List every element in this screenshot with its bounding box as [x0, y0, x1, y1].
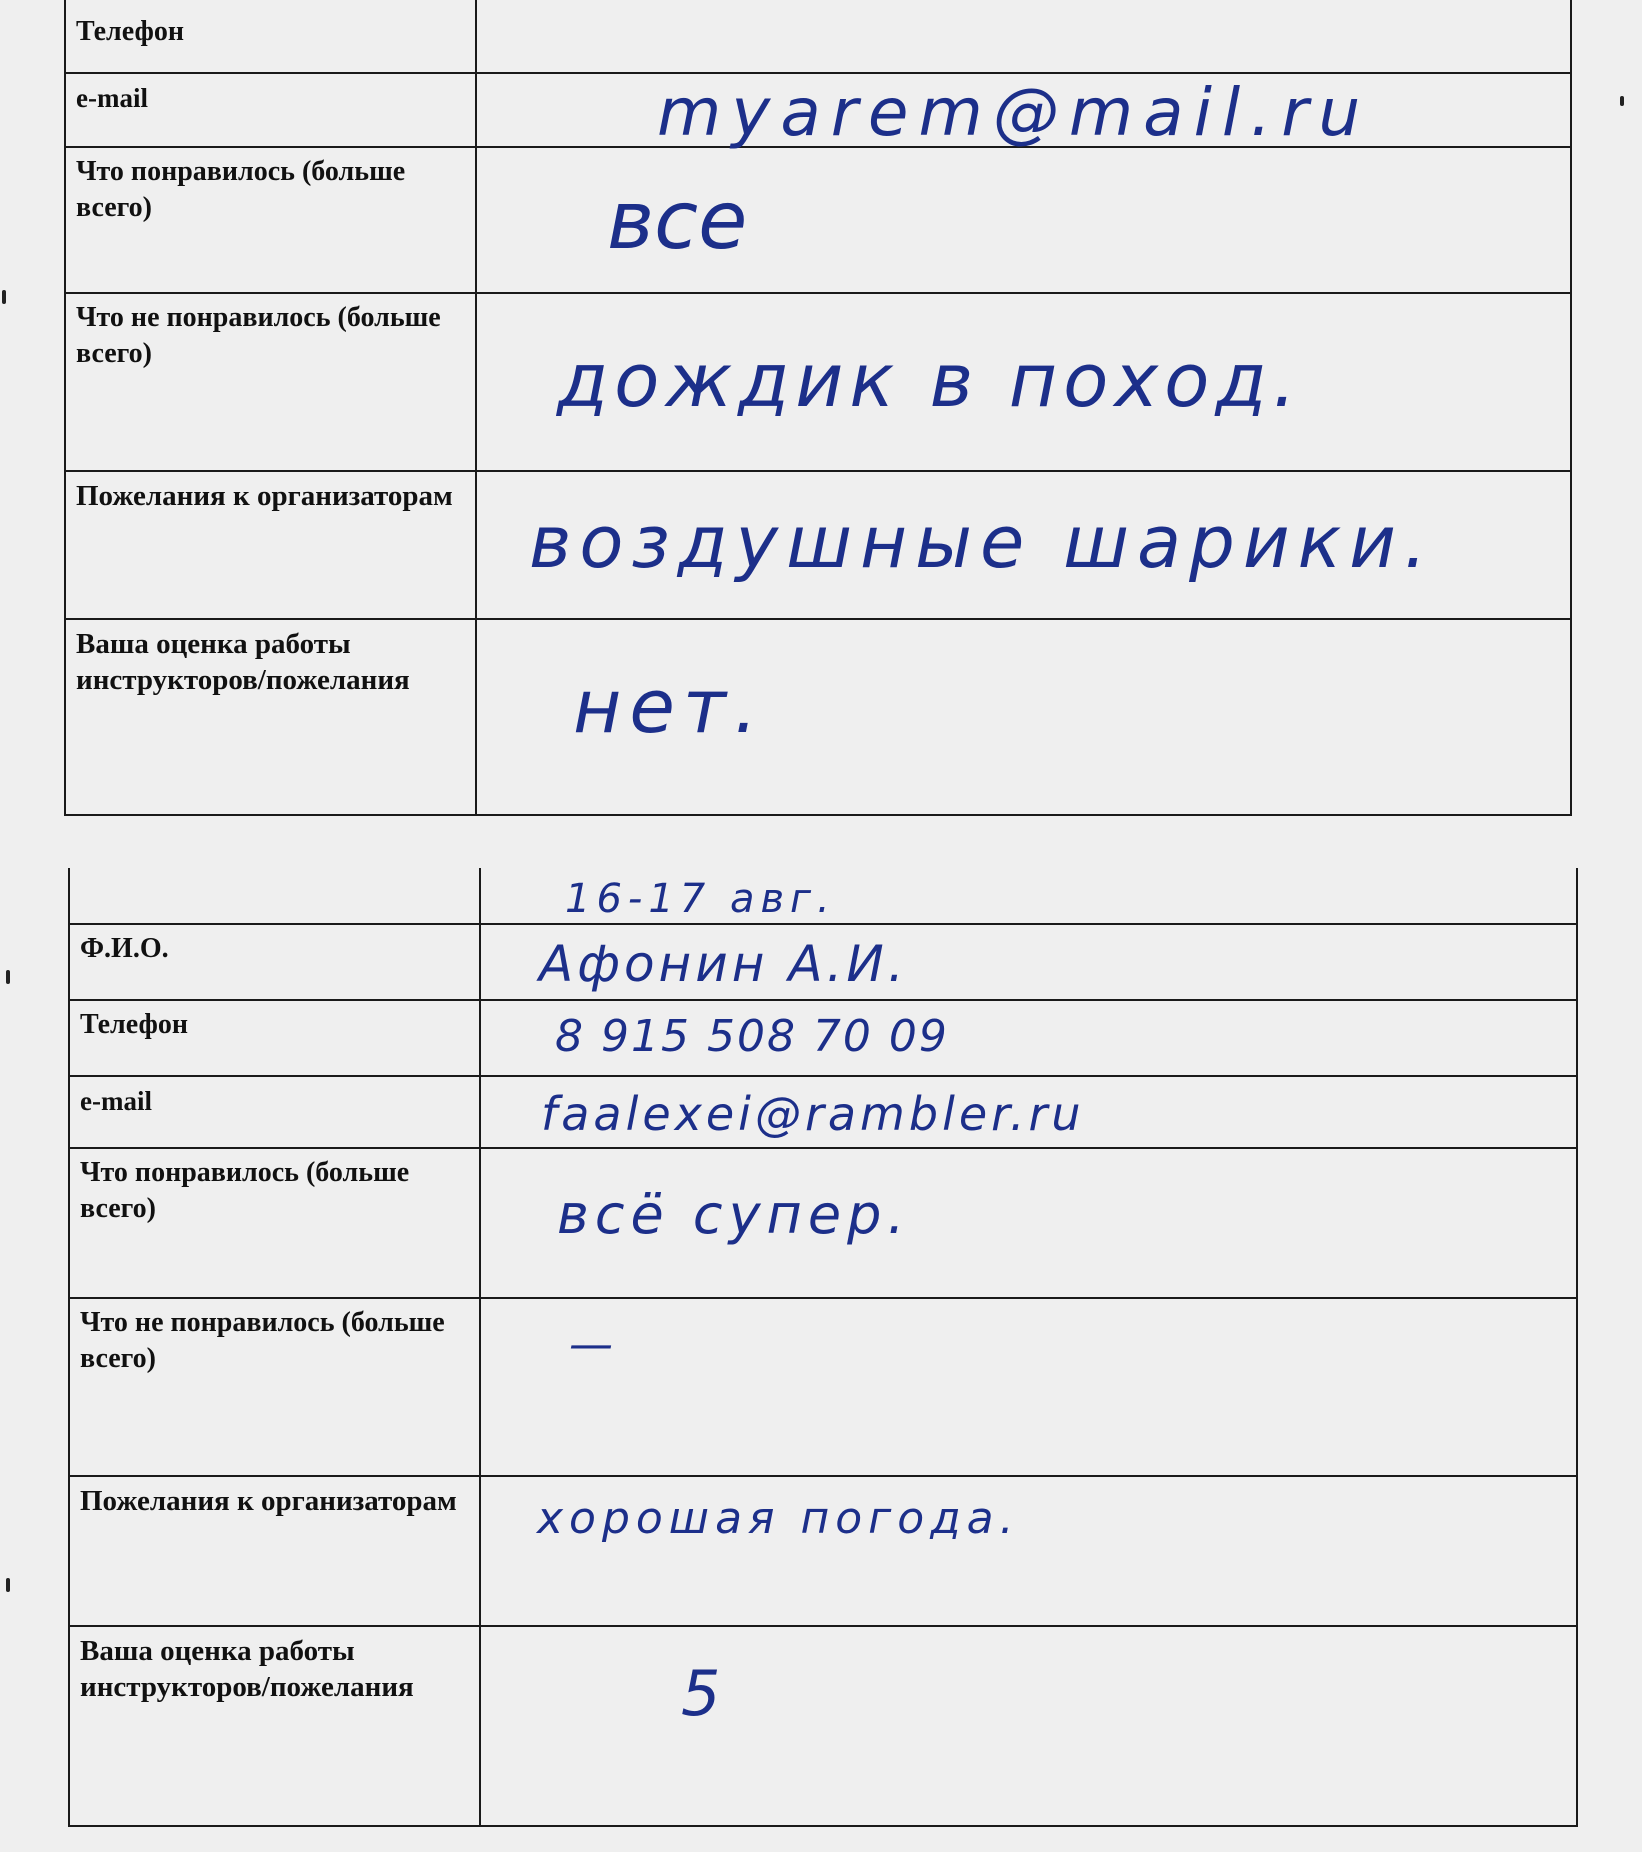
row-value: [480, 1626, 1577, 1826]
label-email-2: e-mail: [80, 1086, 152, 1116]
row-value: [476, 73, 1571, 151]
label-phone-2: Телефон: [80, 1009, 189, 1040]
form-row: [69, 1148, 1577, 1298]
fullname-value: Афонин А.И.: [539, 935, 908, 993]
label-rating-2: Ваша оценка работы инструкторов/пожелания: [80, 1635, 414, 1703]
label-disliked: Что не понравилось (больше всего): [76, 302, 441, 369]
row-value: [480, 1148, 1577, 1298]
form-row: [69, 924, 1577, 1000]
row-value: [480, 1000, 1577, 1076]
row-label: [65, 619, 476, 815]
scan-speck: [6, 970, 10, 984]
form-row: [69, 868, 1577, 924]
form-row: [65, 73, 1571, 147]
disliked-value: дождик в поход.: [557, 338, 1303, 424]
feedback-form-2: [68, 868, 1578, 1827]
row-label: [65, 471, 476, 619]
label-wishes-2: Пожелания к организаторам: [80, 1485, 457, 1517]
form-row: [65, 471, 1571, 619]
label-phone: Телефон: [76, 16, 185, 47]
row-value: [476, 619, 1571, 815]
form-row: [65, 619, 1571, 815]
row-value: [480, 924, 1577, 1000]
rating-value-2: 5: [681, 1657, 721, 1730]
disliked-value-2: —: [569, 1319, 613, 1370]
form-row: [69, 1000, 1577, 1076]
label-fullname: Ф.И.О.: [80, 933, 169, 964]
form-row: [65, 293, 1571, 471]
form-row: [65, 147, 1571, 293]
row-label: [69, 1076, 480, 1148]
row-label: [69, 1000, 480, 1076]
form-row: [65, 0, 1571, 73]
scan-speck: [6, 1578, 10, 1592]
row-value: [476, 147, 1571, 293]
row-label: [69, 1148, 480, 1298]
label-email: e-mail: [76, 83, 148, 113]
wishes-value-2: хорошая погода.: [537, 1493, 1020, 1544]
row-label: [65, 73, 476, 147]
row-label: [65, 293, 476, 471]
wishes-value: воздушные шарики.: [529, 500, 1435, 584]
phone-value-2: 8 915 508 70 09: [555, 1011, 949, 1062]
label-disliked-2: Что не понравилось (больше всего): [80, 1307, 445, 1374]
scan-speck: [1620, 96, 1624, 106]
row-value: [476, 471, 1571, 619]
row-label: [69, 1476, 480, 1626]
scan-speck: [2, 290, 6, 304]
label-liked: Что понравилось (больше всего): [76, 156, 406, 223]
rating-value: нет.: [573, 664, 766, 750]
form-row: [69, 1476, 1577, 1626]
row-value: [476, 0, 1571, 73]
feedback-form-1: [64, 0, 1572, 816]
row-label: [65, 147, 476, 293]
label-rating: Ваша оценка работы инструкторов/пожелания: [76, 628, 410, 696]
row-value: [480, 1476, 1577, 1626]
liked-value-2: всё супер.: [557, 1183, 911, 1246]
row-label: [65, 0, 476, 73]
row-label: [69, 924, 480, 1000]
row-value: [480, 1076, 1577, 1148]
label-wishes: Пожелания к организаторам: [76, 480, 453, 512]
email-value: myarem@mail.ru: [657, 74, 1371, 151]
row-value: [480, 868, 1577, 924]
row-label: [69, 868, 480, 924]
dates-value: 16-17 авг.: [565, 876, 836, 922]
form-row: [69, 1626, 1577, 1826]
row-label: [69, 1626, 480, 1826]
email-value-2: faalexei@rambler.ru: [541, 1087, 1085, 1141]
row-value: [480, 1298, 1577, 1476]
form-row: [69, 1298, 1577, 1476]
liked-value: все: [607, 174, 748, 267]
row-value: [476, 293, 1571, 471]
label-liked-2: Что понравилось (больше всего): [80, 1157, 410, 1224]
form-row: [69, 1076, 1577, 1148]
row-label: [69, 1298, 480, 1476]
